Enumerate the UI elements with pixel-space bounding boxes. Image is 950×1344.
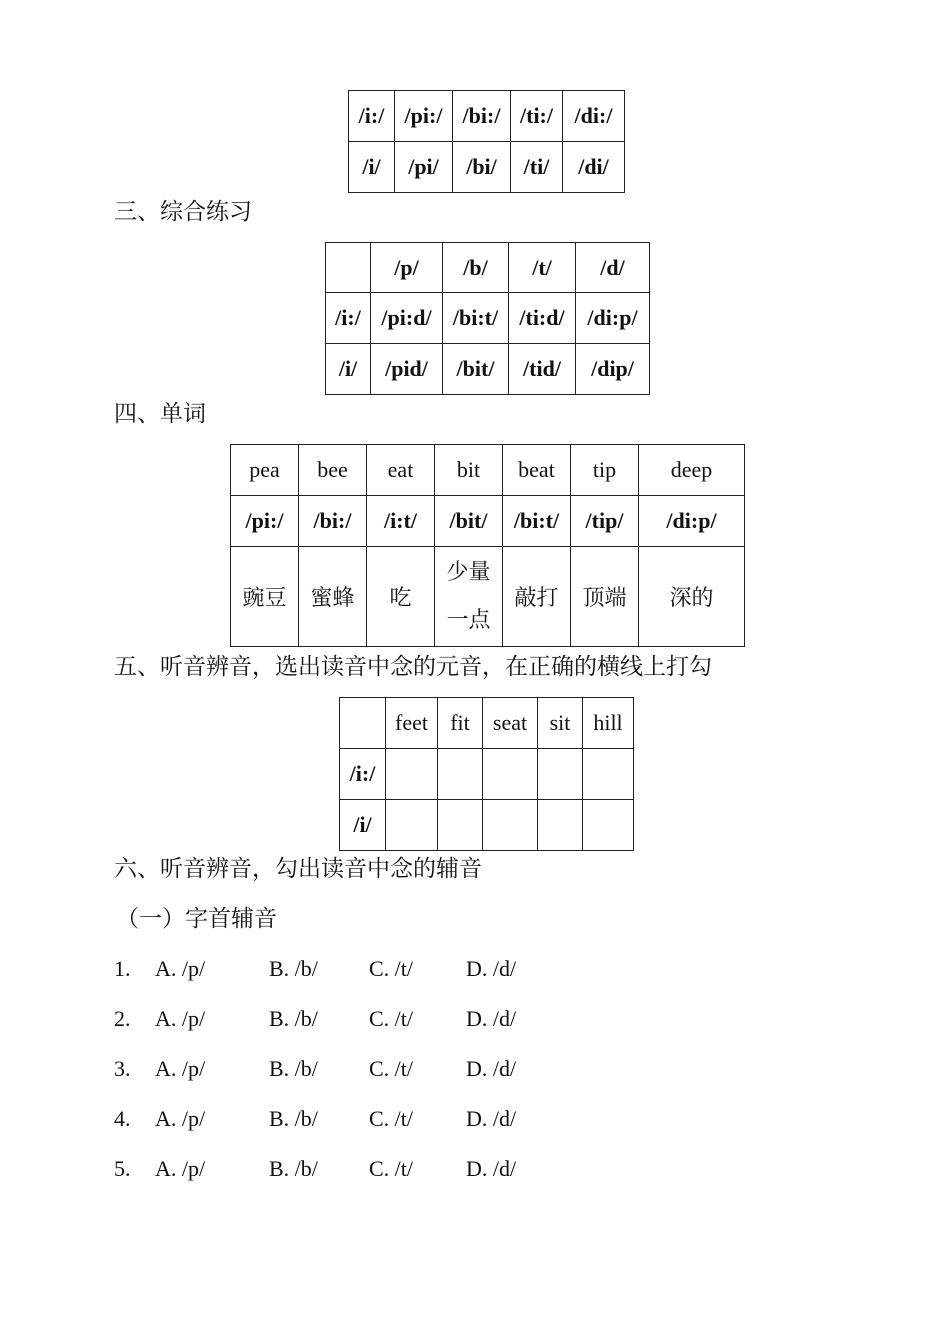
section-5-heading: 五、听音辨音，选出读音中念的元音，在正确的横线上打勾: [114, 654, 712, 680]
phonetic-cell: /pi:/: [231, 496, 299, 547]
table-cell: /i:/: [340, 749, 386, 800]
table-row: [231, 445, 745, 496]
section-3-heading: 三、综合练习: [114, 199, 252, 225]
table-cell: fit: [438, 698, 483, 749]
word-cell: beat: [503, 445, 571, 496]
table-cell: [326, 243, 371, 293]
question-number: 1.: [114, 956, 131, 981]
answer-cell[interactable]: [583, 749, 634, 800]
table-cell: /ti/: [511, 142, 563, 193]
table-cell: /di/: [563, 142, 625, 193]
table-row: [340, 749, 634, 800]
answer-cell[interactable]: [386, 800, 438, 851]
table-cell: /pi:d/: [371, 293, 443, 344]
option-b[interactable]: B. /b/: [269, 1006, 318, 1031]
word-table: [230, 444, 745, 647]
table-cell: hill: [583, 698, 634, 749]
answer-cell[interactable]: [483, 749, 538, 800]
option-b[interactable]: B. /b/: [269, 956, 318, 981]
option-d[interactable]: D. /d/: [466, 1056, 517, 1081]
table-cell: sit: [538, 698, 583, 749]
answer-cell[interactable]: [386, 749, 438, 800]
table-cell: /di:p/: [576, 293, 650, 344]
table-cell: /bi:t/: [443, 293, 509, 344]
subsection-heading: （一）字首辅音: [116, 906, 277, 932]
question-number: 5.: [114, 1156, 131, 1181]
table-row: [349, 142, 625, 193]
table-header-row: [326, 243, 650, 293]
meaning-cell: 豌豆: [231, 547, 299, 647]
answer-cell[interactable]: [483, 800, 538, 851]
meaning-cell: 少量一点: [435, 547, 503, 647]
option-b[interactable]: B. /b/: [269, 1056, 318, 1081]
question-number: 2.: [114, 1006, 131, 1031]
table-cell: seat: [483, 698, 538, 749]
phonetic-cell: /tip/: [571, 496, 639, 547]
word-cell: pea: [231, 445, 299, 496]
table-cell: /i/: [340, 800, 386, 851]
table-cell: /i:/: [326, 293, 371, 344]
table-cell: /bi:/: [453, 91, 511, 142]
table-row: [340, 800, 634, 851]
meaning-cell: 顶端: [571, 547, 639, 647]
table-cell: [340, 698, 386, 749]
option-c[interactable]: C. /t/: [369, 1006, 414, 1031]
option-b[interactable]: B. /b/: [269, 1106, 318, 1131]
table-cell: /tid/: [509, 344, 576, 395]
answer-cell[interactable]: [538, 749, 583, 800]
table-cell: /i/: [349, 142, 395, 193]
option-d[interactable]: D. /d/: [466, 1106, 517, 1131]
section-6-heading: 六、听音辨音，勾出读音中念的辅音: [114, 856, 482, 882]
option-a[interactable]: A. /p/: [155, 1006, 206, 1031]
phonetic-cell: /bi:/: [299, 496, 367, 547]
word-cell: deep: [639, 445, 745, 496]
option-a[interactable]: A. /p/: [155, 956, 206, 981]
option-a[interactable]: A. /p/: [155, 1106, 206, 1131]
table-row: [231, 496, 745, 547]
word-cell: tip: [571, 445, 639, 496]
table-cell: /i/: [326, 344, 371, 395]
table-cell: /d/: [576, 243, 650, 293]
word-cell: bee: [299, 445, 367, 496]
table-cell: feet: [386, 698, 438, 749]
phonetic-combination-table: [325, 242, 650, 395]
table-cell: /t/: [509, 243, 576, 293]
option-d[interactable]: D. /d/: [466, 956, 517, 981]
table-row: [326, 293, 650, 344]
meaning-cell: 吃: [367, 547, 435, 647]
question-number: 3.: [114, 1056, 131, 1081]
word-cell: eat: [367, 445, 435, 496]
table-cell: /di:/: [563, 91, 625, 142]
option-a[interactable]: A. /p/: [155, 1156, 206, 1181]
option-c[interactable]: C. /t/: [369, 1156, 414, 1181]
table-cell: /dip/: [576, 344, 650, 395]
option-c[interactable]: C. /t/: [369, 1056, 414, 1081]
option-d[interactable]: D. /d/: [466, 1006, 517, 1031]
phonetic-cell: /bit/: [435, 496, 503, 547]
table-cell: /p/: [371, 243, 443, 293]
table-row: [349, 91, 625, 142]
answer-cell[interactable]: [438, 749, 483, 800]
answer-cell[interactable]: [438, 800, 483, 851]
option-d[interactable]: D. /d/: [466, 1156, 517, 1181]
table-cell: /b/: [443, 243, 509, 293]
word-cell: bit: [435, 445, 503, 496]
answer-cell[interactable]: [583, 800, 634, 851]
table-row: [326, 344, 650, 395]
question-number: 4.: [114, 1106, 131, 1131]
phonetic-cell: /i:t/: [367, 496, 435, 547]
table-cell: /ti:/: [511, 91, 563, 142]
table-cell: /pi:/: [395, 91, 453, 142]
option-c[interactable]: C. /t/: [369, 956, 414, 981]
phonetic-table-1: [348, 90, 625, 193]
option-b[interactable]: B. /b/: [269, 1156, 318, 1181]
phonetic-cell: /di:p/: [639, 496, 745, 547]
table-cell: /bit/: [443, 344, 509, 395]
option-a[interactable]: A. /p/: [155, 1056, 206, 1081]
option-c[interactable]: C. /t/: [369, 1106, 414, 1131]
meaning-cell: 深的: [639, 547, 745, 647]
phonetic-cell: /bi:t/: [503, 496, 571, 547]
table-cell: /ti:d/: [509, 293, 576, 344]
vowel-choice-table: [339, 697, 634, 851]
section-4-heading: 四、单词: [114, 401, 206, 427]
table-cell: /i:/: [349, 91, 395, 142]
table-row: [231, 547, 745, 647]
meaning-cell: 蜜蜂: [299, 547, 367, 647]
meaning-cell: 敲打: [503, 547, 571, 647]
table-cell: /pid/: [371, 344, 443, 395]
table-cell: /bi/: [453, 142, 511, 193]
table-cell: /pi/: [395, 142, 453, 193]
table-header-row: [340, 698, 634, 749]
answer-cell[interactable]: [538, 800, 583, 851]
